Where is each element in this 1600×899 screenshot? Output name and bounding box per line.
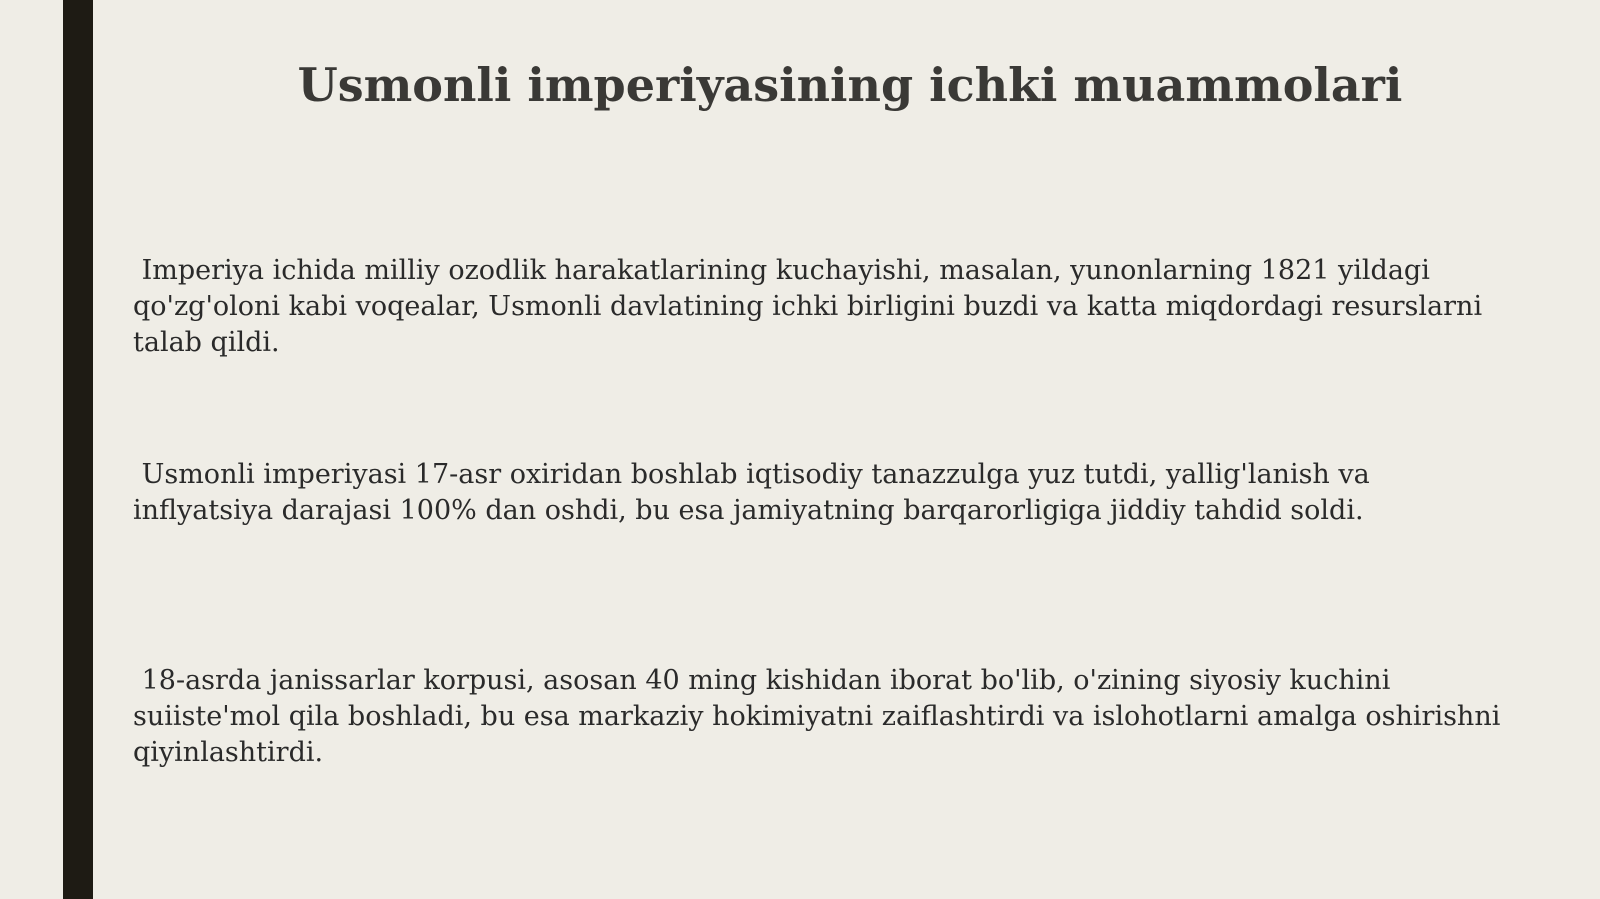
paragraph-1: Imperiya ichida milliy ozodlik harakatlarining kuchayishi, masalan, yunonlarning 1821 yildagi qo'zg'oloni kabi voqealar, Usmonli davlatining ichki birligini buzdi va katta miqdordagi resurslarni talab qildi.	[133, 255, 1491, 358]
paragraph-3: 18-asrda janissarlar korpusi, asosan 40 ming kishidan iborat bo'lib, o'zining siyosiy kuchini suiiste'mol qila boshladi, bu esa markaziy hokimiyatni zaiflashtirdi va islohotlarni amalga oshirishni qiyinlashtirdi.	[133, 665, 1509, 768]
slide-title: Usmonli imperiyasining ichki muammolari	[297, 58, 1403, 112]
paragraph-2: Usmonli imperiyasi 17-asr oxiridan boshlab iqtisodiy tanazzulga yuz tutdi, yallig'lanish va inflyatsiya darajasi 100% dan oshdi, bu esa jamiyatning barqarorligiga jiddiy tahdid soldi.	[133, 459, 1379, 526]
side-accent-bar	[63, 0, 93, 899]
